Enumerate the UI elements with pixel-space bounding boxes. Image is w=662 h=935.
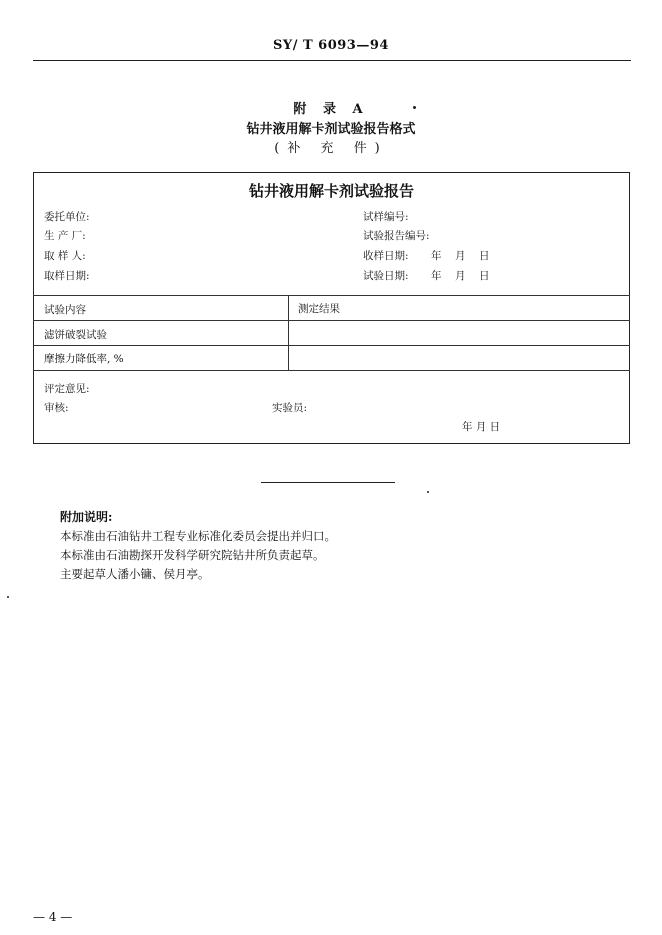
report-form-title: 钻井液用解卡剂试验报告 (248, 182, 414, 200)
appendix-title: 钻井液用解卡剂试验报告格式 (246, 122, 416, 137)
test-date-year: 年 (431, 270, 442, 282)
table-rule (33, 320, 630, 321)
standard-code: SY/ T 6093—94 (273, 38, 389, 53)
table-header-result: 测定结果 (298, 303, 340, 315)
appendix-subtitle: (补 充 件) (274, 141, 388, 156)
table-row-filter-cake: 滤饼破裂试验 (44, 329, 107, 341)
section-separator (261, 482, 395, 483)
test-date-label: 试验日期: (363, 270, 409, 282)
evaluation-label: 评定意见: (44, 383, 90, 395)
table-rule (33, 345, 630, 346)
table-top-rule (33, 295, 630, 296)
table-row-friction-reduction: 摩擦力降低率, % (44, 353, 124, 365)
appendix-label: 附 录 A (293, 102, 369, 117)
test-date-day: 日 (479, 270, 490, 282)
notes-title: 附加说明: (60, 510, 113, 524)
tester-label: 实验员: (272, 402, 308, 414)
manufacturer-label: 生 产 厂: (44, 230, 86, 242)
sampling-date-label: 取样日期: (44, 270, 90, 282)
review-label: 审核: (44, 402, 69, 414)
table-header-test-content: 试验内容 (44, 304, 86, 316)
table-column-divider (288, 295, 289, 370)
stray-dot (427, 491, 429, 493)
test-date-month: 月 (455, 270, 466, 282)
table-bottom-rule (33, 370, 630, 371)
sign-date: 年 月 日 (462, 421, 501, 433)
receipt-date-label: 收样日期: (363, 250, 409, 262)
header-rule (33, 60, 631, 61)
page-number: — 4 — (33, 910, 73, 924)
note-line: 主要起草人潘小镛、侯月亭。 (60, 567, 210, 581)
client-unit-label: 委托单位: (44, 211, 90, 223)
report-number-label: 试验报告编号: (363, 230, 430, 242)
receipt-date-day: 日 (479, 250, 490, 262)
receipt-date-year: 年 (431, 250, 442, 262)
note-line: 本标准由石油钻井工程专业标准化委员会提出并归口。 (60, 529, 336, 543)
stray-dot (413, 106, 416, 109)
note-line: 本标准由石油勘探开发科学研究院钻井所负责起草。 (60, 548, 325, 562)
stray-dot (7, 596, 9, 598)
sampler-label: 取 样 人: (44, 250, 86, 262)
receipt-date-month: 月 (455, 250, 466, 262)
sample-number-label: 试样编号: (363, 211, 409, 223)
